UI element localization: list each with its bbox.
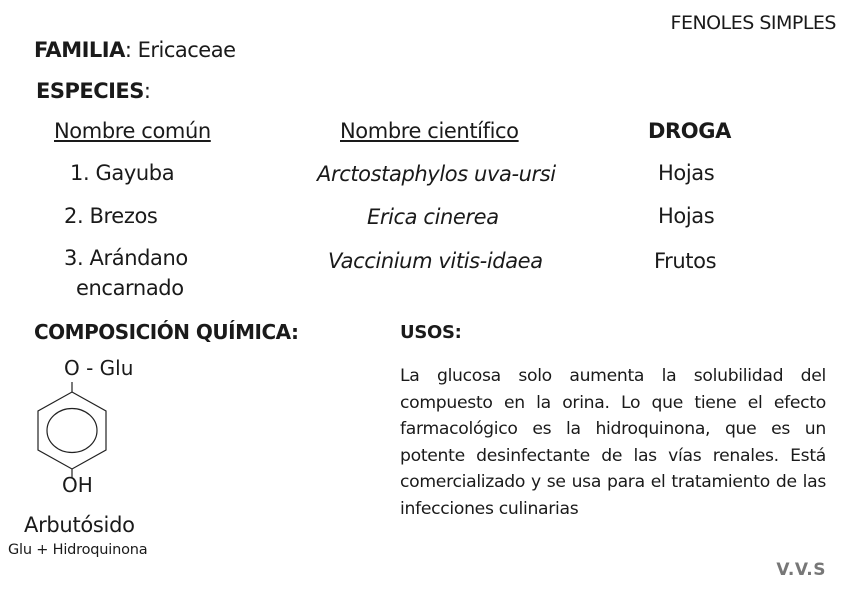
species-line (36, 79, 150, 103)
header-scientific-name: Nombre científico (340, 119, 519, 143)
drug-part: Hojas (658, 204, 715, 228)
author-initials: V.V.S (776, 560, 826, 580)
hexagon-ring (38, 392, 106, 469)
common-name-continued: encarnado (76, 276, 184, 300)
top-substituent-label: O - Glu (64, 356, 134, 380)
compound-composition-note: Glu + Hidroquinona (8, 542, 148, 558)
scientific-name: Vaccinium vitis-idaea (328, 249, 543, 273)
composition-title: COMPOSICIÓN QUÍMICA: (34, 320, 299, 344)
row-number: 3. (64, 246, 84, 270)
row-number: 1. (70, 161, 90, 185)
table-row (70, 161, 174, 185)
drug-part: Hojas (658, 161, 715, 185)
species-label: ESPECIES (36, 79, 144, 103)
benzene-ring-structure (26, 378, 116, 478)
bottom-substituent-label: OH (62, 473, 93, 497)
scientific-name: Arctostaphylos uva-ursi (317, 162, 556, 186)
scientific-name: Erica cinerea (367, 205, 499, 229)
species-suffix: : (143, 79, 151, 103)
common-name: Gayuba (95, 161, 175, 185)
table-row (64, 246, 188, 270)
header-common-name: Nombre común (54, 119, 211, 143)
aromatic-circle (47, 409, 97, 453)
compound-name: Arbutósido (24, 513, 135, 537)
header-drug: DROGA (648, 119, 731, 143)
common-name: Brezos (89, 204, 158, 228)
uses-paragraph: La glucosa solo aumenta la solubilidad del compuesto en la orina. Lo que tiene el efecto farmacológico es la hidroquinona, que es un potente desinfectante de las vías renales. Está comercializado y se usa para el tratamiento de las infecciones culinarias (400, 366, 826, 519)
family-label: FAMILIA (34, 38, 125, 62)
topic-header: FENOLES SIMPLES (670, 12, 836, 34)
drug-part: Frutos (654, 249, 717, 273)
family-value: : Ericaceae (124, 38, 236, 62)
row-number: 2. (64, 204, 84, 228)
table-row (64, 204, 157, 228)
uses-title: USOS: (400, 322, 462, 343)
common-name: Arándano (89, 246, 188, 270)
family-line (34, 38, 236, 62)
